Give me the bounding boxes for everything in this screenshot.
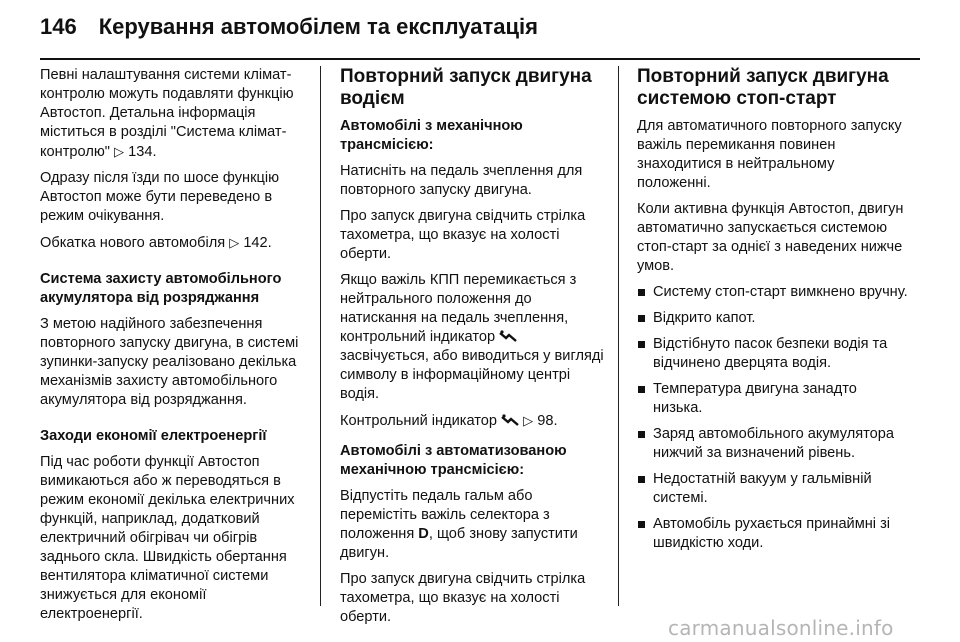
paragraph: Про запуск двигуна свідчить стрілка тахометра, що вказує на холості оберти. xyxy=(340,571,586,625)
paragraph: Натисніть на педаль зчеплення для повторного запуску двигуна. xyxy=(340,163,583,198)
page-header xyxy=(40,14,920,48)
condition-list xyxy=(637,283,909,553)
arrow-ref-icon: ▷ xyxy=(114,144,125,159)
paragraph: Коли активна функція Автостоп, двигун автоматично запускається системою стоп-старт за однієї з наведених нижче умов. xyxy=(637,201,904,274)
header-rule xyxy=(40,58,920,60)
list-item: Недостатній вакуум у гальмівній системі. xyxy=(637,470,909,508)
list-item: Температура двигуна занадто низька. xyxy=(637,380,909,418)
paragraph: Одразу після їзди по шосе функцію Автостоп може бути переведено в режим очікування. xyxy=(40,170,280,224)
page-number: 146 xyxy=(40,14,77,39)
list-item: Систему стоп-старт вимкнено вручну. xyxy=(637,283,909,302)
watermark: carmanualsonline.info xyxy=(668,616,894,640)
arrow-ref-icon: ▷ xyxy=(229,235,240,250)
column-left xyxy=(40,66,312,631)
arrow-ref-icon: ▷ xyxy=(523,413,534,428)
list-item: Автомобіль рухається принаймні зі швидкістю ходи. xyxy=(637,515,909,553)
section-subheading: Автомобілі з автоматизованою механічною трансмісією: xyxy=(340,443,567,478)
paragraph: Під час роботи функції Автостоп вимикаються або ж переводяться в режим економії декілька електричних функцій, наприклад, додатковий електричний обігрівач чи обігрів заднього скла. Швидкість обертання вентилятора кліматичної системи знижується для економії електроенергії. xyxy=(40,454,295,622)
section-heading: Повторний запуск двигуна системою стоп-старт xyxy=(637,66,889,109)
section-subheading: Заходи економії електроенергії xyxy=(40,428,267,444)
list-item: Заряд автомобільного акумулятора нижчий за визначений рівень. xyxy=(637,425,909,463)
paragraph: Якщо важіль КПП перемикається з нейтрального положення до натискання на педаль зчеплення, контрольний індикатор засвічується, або виводиться у вигляді символу в інформаційному центрі водія. xyxy=(340,272,604,402)
column-right xyxy=(637,66,909,560)
paragraph: З метою надійного забезпечення повторного запуску двигуна, в системі зупинки-запуску реалізовано декілька механізмів захисту автомобільного акумулятора від розряджання. xyxy=(40,316,299,408)
paragraph: Обкатка нового автомобіля ▷ 142. xyxy=(40,235,272,251)
paragraph: Певні налаштування системи клімат-контролю можуть подавляти функцію Автостоп. Детальна інформація міститься в розділі "Система клімат-контролю" ▷ 134. xyxy=(40,67,294,160)
section-subheading: Автомобілі з механічною трансмісією: xyxy=(340,118,523,153)
paragraph: Контрольний індикатор ▷ 98. xyxy=(340,413,558,429)
list-item: Відстібнуто пасок безпеки водія та відчинено дверцята водія. xyxy=(637,335,909,373)
list-item: Відкрито капот. xyxy=(637,309,909,328)
paragraph: Про запуск двигуна свідчить стрілка тахометра, що вказує на холості оберти. xyxy=(340,208,586,262)
stop-start-indicator-icon xyxy=(501,414,519,426)
stop-start-indicator-icon xyxy=(499,330,517,342)
paragraph: Відпустіть педаль гальм або перемістіть важіль селектора з положення D, щоб знову запустити двигун. xyxy=(340,488,578,561)
section-subheading: Система захисту автомобільного акумулятора від розряджання xyxy=(40,271,282,306)
section-heading: Повторний запуск двигуна водієм xyxy=(340,66,592,109)
column-divider xyxy=(618,66,619,606)
column-middle xyxy=(340,66,608,634)
page-title: Керування автомобілем та експлуатація xyxy=(98,14,538,39)
column-divider xyxy=(320,66,321,606)
paragraph: Для автоматичного повторного запуску важіль перемикання повинен знаходитися в нейтральному положенні. xyxy=(637,118,902,191)
